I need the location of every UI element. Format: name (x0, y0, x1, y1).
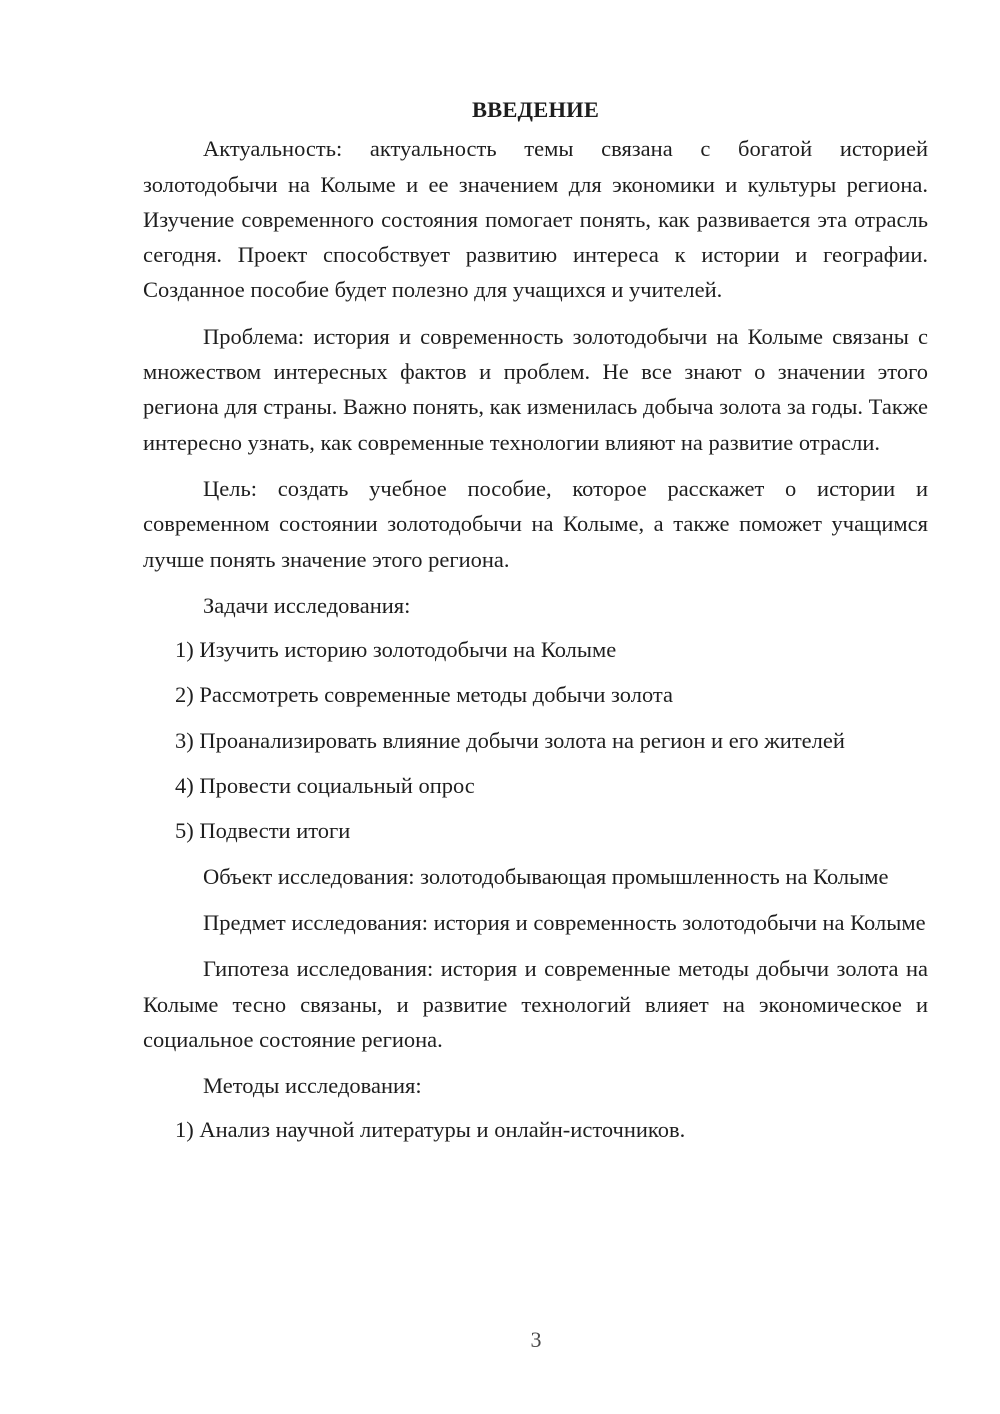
object-paragraph: Объект исследования: золотодобывающая промышленность на Колыме (203, 863, 889, 889)
list-item: 2) Рассмотреть современные методы добычи золота (175, 682, 674, 708)
tasks-list (143, 632, 928, 848)
list-item: 4) Провести социальный опрос (175, 773, 475, 799)
methods-heading: Методы исследования: (203, 1073, 422, 1099)
relevance-paragraph: Актуальность: актуальность темы связана с богатой историей золотодобычи на Колыме и ее значением для экономики и культуры региона. Изучение современного состояния помогает понять, как развивается эта отрасль сегодня. Проект способствует развитию интереса к истории и географии. Созданное пособие будет полезно для учащихся и учителей. (143, 136, 928, 303)
goal-paragraph: Цель: создать учебное пособие, которое расскажет о истории и современном состоянии золотодобычи на Колыме, а также поможет учащимся лучше понять значение этого региона. (143, 475, 928, 572)
hypothesis-paragraph: Гипотеза исследования: история и современные методы добычи золота на Колыме тесно связаны, и развитие технологий влияет на экономическое и социальное состояние региона. (143, 956, 928, 1052)
subject-paragraph: Предмет исследования: история и современность золотодобычи на Колыме (203, 909, 926, 935)
list-item: 1) Анализ научной литературы и онлайн-источников. (175, 1117, 686, 1143)
section-title: ВВЕДЕНИЕ (471, 97, 600, 122)
list-item: 1) Изучить историю золотодобычи на Колыме (175, 637, 617, 663)
problem-paragraph: Проблема: история и современность золотодобычи на Колыме связаны с множеством интересных фактов и проблем. Не все знают о значении этого региона для страны. Важно понять, как изменилась добыча золота за годы. Также интересно узнать, как современные технологии влияют на развитие отрасли. (143, 323, 928, 455)
methods-list (143, 1112, 928, 1147)
tasks-heading: Задачи исследования: (203, 592, 411, 618)
page-content (143, 92, 928, 1158)
page-number: 3 (530, 1327, 542, 1352)
list-item: 5) Подвести итоги (175, 818, 351, 844)
list-item: 3) Проанализировать влияние добычи золота на регион и его жителей (175, 727, 845, 753)
